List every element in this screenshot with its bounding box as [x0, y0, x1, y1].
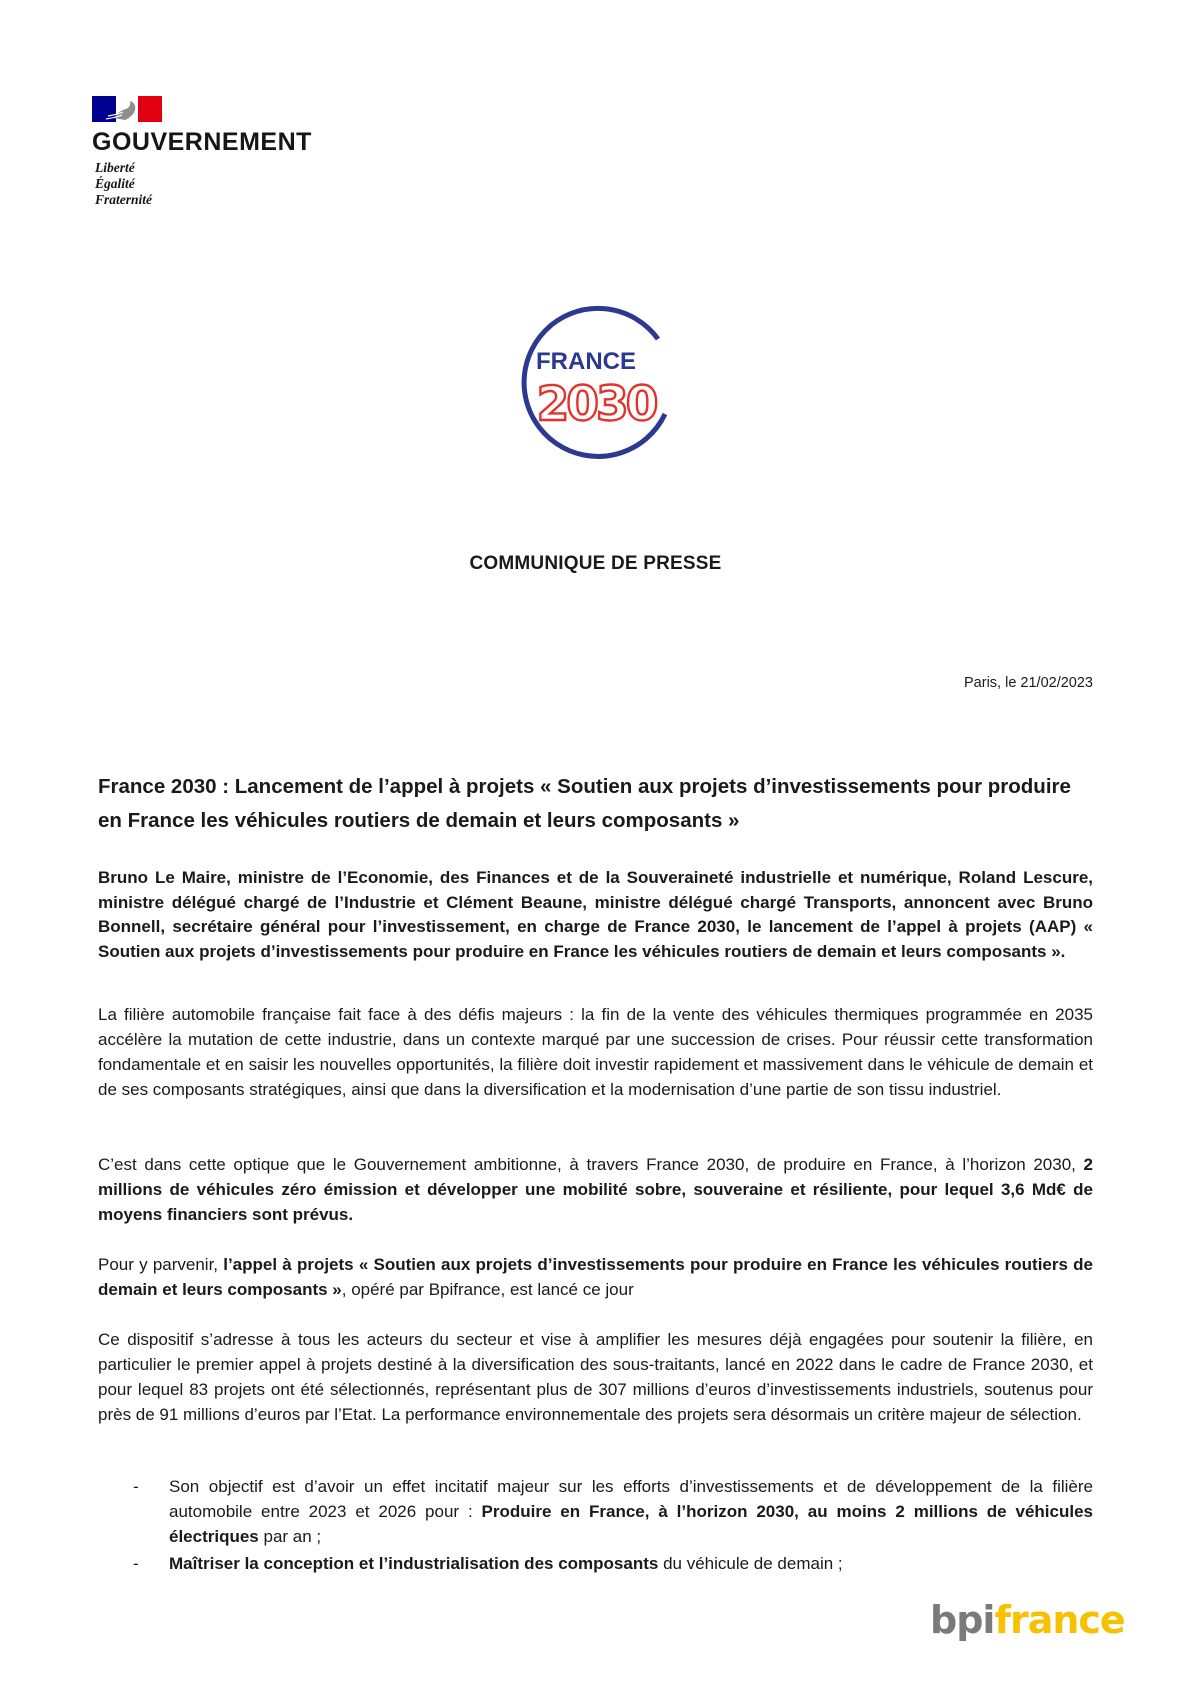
france-logo-part: france — [994, 1598, 1125, 1642]
list-dash: - — [133, 1477, 139, 1496]
list-item-end: du véhicule de demain ; — [658, 1554, 843, 1573]
france-2030-logo — [508, 296, 688, 476]
paragraph-challenges: La filière automobile française fait face à des défis majeurs : la fin de la vente des véhicules thermiques programmée en 2035 accélère la mutation de cette industrie, dans un contexte marqué par une succession de crises. Pour réussir cette transformation fondamentale et en saisir les nouvelles opportunités, la filière doit investir rapidement et massivement dans le véhicule de demain et de ses composants stratégiques, ainsi que dans la diversification et la modernisation d’une partie de son tissu industriel. — [98, 1005, 1093, 1099]
list-item — [98, 1474, 1093, 1549]
france-text: FRANCE — [536, 348, 636, 375]
date-line: Paris, le 21/02/2023 — [964, 675, 1093, 691]
list-dash: - — [133, 1554, 139, 1573]
paragraph-launch-start: Pour y parvenir, — [98, 1255, 224, 1274]
paragraph-ambition-bold: 2 millions de véhicules zéro émission et développer une mobilité sobre, souveraine et résiliente, pour lequel 3,6 Md€ de moyens financiers sont prévus. — [98, 1155, 1093, 1224]
list-item-end: par an ; — [258, 1527, 322, 1546]
france-2030-emblem-icon — [508, 296, 688, 476]
paragraph-launch-end: , opéré par Bpifrance, est lancé ce jour — [341, 1280, 634, 1299]
paragraph-launch — [98, 1252, 1093, 1302]
motto-egalite: Égalité — [95, 176, 135, 191]
list-item-bold: Maîtriser la conception et l’industrialisation des composants — [169, 1554, 659, 1573]
gouvernement-logo — [92, 90, 332, 220]
motto-fraternite: Fraternité — [95, 192, 153, 207]
marianne-flag-icon — [92, 96, 162, 122]
lead-paragraph: Bruno Le Maire, ministre de l’Economie, des Finances et de la Souveraineté industrielle et numérique, Roland Lescure, ministre délégué chargé de l’Industrie et Clément Beaune, ministre délégué chargé Transports, annoncent avec Bruno Bonnell, secrétaire général pour l’investissement, en charge de France 2030, le lancement de l’appel à projets (AAP) « Soutien aux projets d’investissements pour produire en France les véhicules routiers de demain et leurs composants ». — [98, 868, 1093, 961]
motto-liberte: Liberté — [95, 160, 135, 175]
list-item — [98, 1551, 1093, 1576]
paragraph-ambition — [98, 1152, 1093, 1227]
objectives-list — [98, 1474, 1093, 1578]
bpifrance-logo — [930, 1598, 1125, 1642]
headline: France 2030 : Lancement de l’appel à projets « Soutien aux projets d’investissements pour produire en France les véhicules routiers de demain et leurs composants » — [98, 775, 1071, 832]
paragraph-dispositif: Ce dispositif s’adresse à tous les acteurs du secteur et vise à amplifier les mesures déjà engagées pour soutenir la filière, en particulier le premier appel à projets destiné à la diversification des sous-traitants, lancé en 2022 dans le cadre de France 2030, et pour lequel 83 projets ont été sélectionnés, représentant plus de 307 millions d’euros d’investissements industriels, soutenus pour près de 91 millions d’euros par l’Etat. La performance environnementale des projets sera désormais un critère majeur de sélection. — [98, 1330, 1093, 1424]
gouvernement-title: GOUVERNEMENT — [92, 128, 312, 156]
paragraph-launch-bold: l’appel à projets « Soutien aux projets d’investissements pour produire en France les véhicules routiers de demain et leurs composants » — [98, 1255, 1093, 1299]
paragraph-ambition-text: C’est dans cette optique que le Gouvernement ambitionne, à travers France 2030, de produire en France, à l’horizon 2030, — [98, 1155, 1084, 1174]
list-item-text: Son objectif est d’avoir un effet incitatif majeur sur les efforts d’investissements et de développement de la filière automobile entre 2023 et 2026 pour : — [169, 1477, 1093, 1521]
document-type-title: COMMUNIQUE DE PRESSE — [469, 553, 722, 574]
list-item-bold: Produire en France, à l’horizon 2030, au moins 2 millions de véhicules électriques — [169, 1502, 1093, 1546]
bpi-logo-part: bpi — [930, 1598, 995, 1642]
year-2030-text: 2030 — [536, 377, 656, 432]
